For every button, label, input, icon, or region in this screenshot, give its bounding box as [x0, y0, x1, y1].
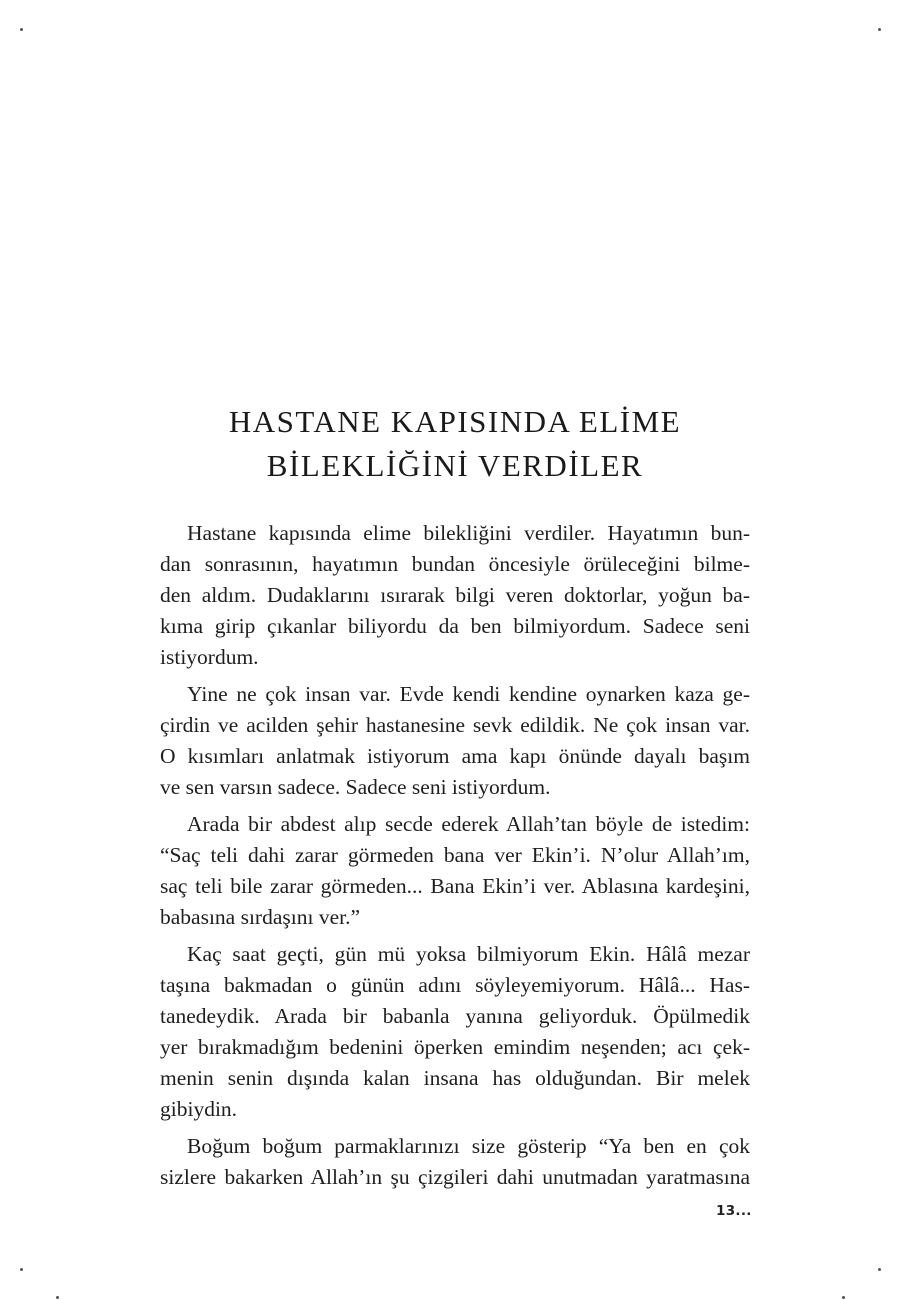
crop-mark-bottom-left-outer — [56, 1296, 59, 1299]
text-line: saç teli bile zarar görmeden... Bana Ekin’i ver. Ablasına kardeşini, — [160, 874, 750, 898]
chapter-title-line: BİLEKLİĞİNİ VERDİLER — [266, 448, 644, 483]
text-line: dan sonrasının, hayatımın bundan öncesiyle örüleceğini bilme- — [160, 552, 750, 576]
chapter-title — [160, 400, 750, 488]
text-line: gibiydin. — [160, 1097, 238, 1121]
text-line: menin senin dışında kalan insana has olduğundan. Bir melek — [160, 1066, 750, 1090]
page-number: 13... — [716, 1203, 752, 1219]
text-line: babasına sırdaşını ver.” — [160, 905, 361, 929]
text-line: Yine ne çok insan var. Evde kendi kendine oynarken kaza ge- — [187, 682, 750, 706]
text-line: çirdin ve acilden şehir hastanesine sevk edildik. Ne çok insan var. — [160, 713, 750, 737]
crop-mark-top-right — [878, 28, 881, 31]
text-line: taşına bakmadan o günün adını söyleyemiyorum. Hâlâ... Has- — [160, 973, 750, 997]
text-line: Hastane kapısında elime bilekliğini verdiler. Hayatımın bun- — [187, 521, 750, 545]
text-line: O kısımları anlatmak istiyorum ama kapı önünde dayalı başım — [160, 744, 750, 768]
crop-mark-bottom-right — [878, 1268, 881, 1271]
chapter-body — [160, 518, 750, 1199]
text-line: Boğum boğum parmaklarınızı size gösterip “Ya ben en çok — [187, 1134, 750, 1158]
paragraph — [160, 1131, 750, 1193]
text-line: den aldım. Dudaklarını ısırarak bilgi veren doktorlar, yoğun ba- — [160, 583, 750, 607]
paragraph — [160, 939, 750, 1125]
crop-mark-top-left — [20, 28, 23, 31]
paragraph — [160, 518, 750, 673]
chapter-title-line: HASTANE KAPISINDA ELİME — [228, 404, 682, 439]
text-line: Kaç saat geçti, gün mü yoksa bilmiyorum Ekin. Hâlâ mezar — [187, 942, 750, 966]
paragraph — [160, 679, 750, 803]
text-line: istiyordum. — [160, 645, 259, 669]
text-line: tanedeydik. Arada bir babanla yanına geliyorduk. Öpülmedik — [160, 1004, 750, 1028]
crop-mark-bottom-right-outer — [842, 1296, 845, 1299]
text-line: yer bırakmadığım bedenini öperken emindim neşenden; acı çek- — [160, 1035, 750, 1059]
text-line: ve sen varsın sadece. Sadece seni istiyordum. — [160, 775, 551, 799]
text-line: Arada bir abdest alıp secde ederek Allah’tan böyle de istedim: — [187, 812, 750, 836]
crop-mark-bottom-left — [20, 1268, 23, 1271]
text-line: “Saç teli dahi zarar görmeden bana ver Ekin’i. N’olur Allah’ım, — [160, 843, 750, 867]
text-line: sizlere bakarken Allah’ın şu çizgileri dahi unutmadan yaratmasına — [160, 1165, 750, 1189]
paragraph — [160, 809, 750, 933]
text-line: kıma girip çıkanlar biliyordu da ben bilmiyordum. Sadece seni — [160, 614, 750, 638]
